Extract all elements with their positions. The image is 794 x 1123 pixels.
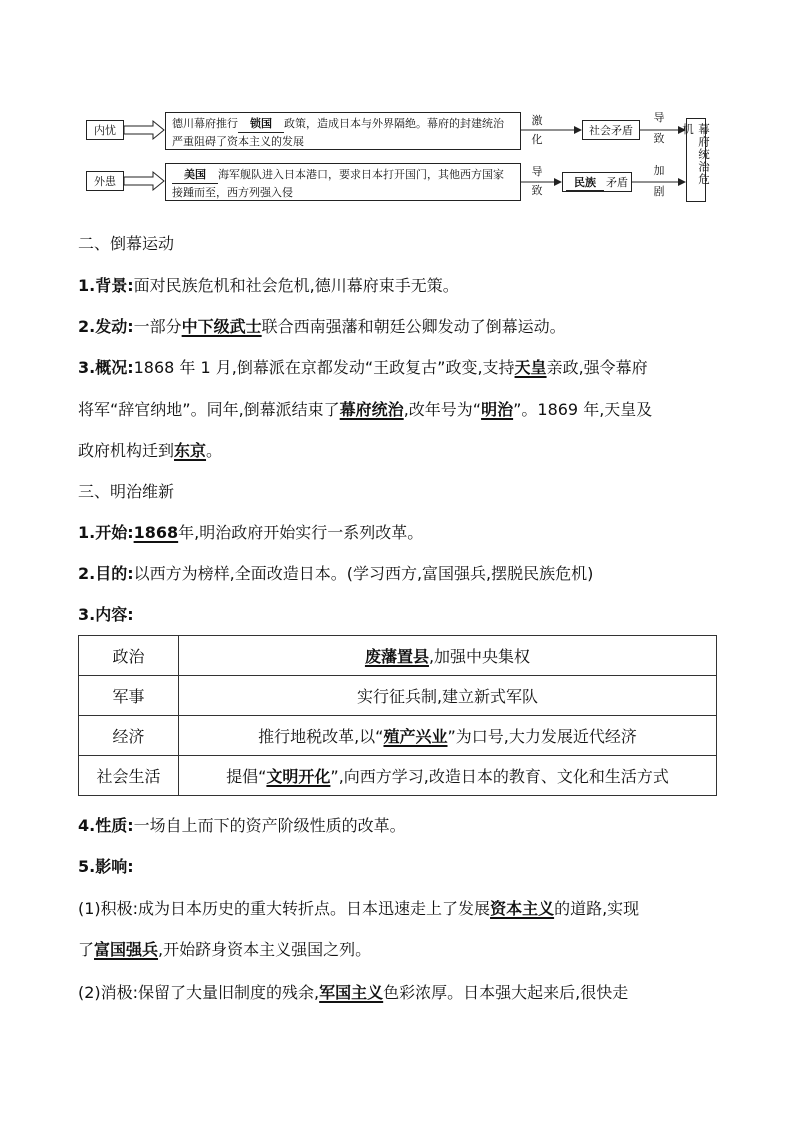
key-term: 东京 <box>174 441 207 460</box>
arrow-label-lead: 导 致 <box>531 165 543 197</box>
key-term: 殖产兴业 <box>383 727 448 746</box>
impact-positive-line1: (1)积极:成为日本历史的重大转折点。日本迅速走上了发展资本主义的道路,实现 <box>78 899 640 918</box>
paragraph-background: 1.背景:面对民族危机和社会危机,德川幕府束手无策。 <box>78 276 459 295</box>
paragraph-launch: 2.发动:一部分中下级武士联合西南强藩和朝廷公卿发动了倒幕运动。 <box>78 317 566 336</box>
impact-positive-line2: 了富国强兵,开始跻身资本主义强国之列。 <box>78 940 372 959</box>
western-invasion-box: 美国 海军舰队进入日本港口，要求日本打开国门，其他西方国家 接踵而至，西方列强入侵 <box>165 163 521 201</box>
section-heading: 二、倒幕运动 <box>78 234 175 253</box>
arrow-label-intensify: 激 化 <box>531 114 543 146</box>
outer-trouble-box: 外患 <box>86 171 124 191</box>
paragraph-nature: 4.性质:一场自上而下的资产阶级性质的改革。 <box>78 816 406 835</box>
table-row <box>79 676 717 716</box>
seclusion-policy-box: 德川幕府推行 锁国 政策，造成日本与外界隔绝。幕府的封建统治 严重阻碍了资本主义的发展 <box>165 112 521 150</box>
paragraph-overview-line1: 3.概况:1868 年 1 月,倒幕派在京都发动“王政复古”政变,支持天皇亲政,强令幕府 <box>78 358 648 377</box>
arrow-head-icon <box>554 178 562 186</box>
table-row <box>79 756 717 796</box>
table-category: 政治 <box>79 636 179 676</box>
table-cell: 推行地税改革,以“殖产兴业”为口号,大力发展近代经济 <box>179 716 717 756</box>
arrow-label-aggravate: 加 剧 <box>653 164 665 198</box>
key-term: 1868 <box>133 523 179 542</box>
table-row <box>79 716 717 756</box>
key-term: 天皇 <box>514 358 547 377</box>
reform-content-table <box>78 635 717 796</box>
arrow-outer-icon <box>124 172 164 190</box>
paragraph-overview-line2: 将军“辞官纳地”。同年,倒幕派结束了幕府统治,改年号为“明治”。1869 年,天皇及 <box>78 400 653 419</box>
key-term: 中下级武士 <box>181 317 262 336</box>
table-cell: 废藩置县,加强中央集权 <box>179 636 717 676</box>
inner-trouble-box: 内忧 <box>86 120 124 140</box>
key-term: 废藩置县 <box>364 647 429 666</box>
paragraph-start: 1.开始:1868年,明治政府开始实行一系列改革。 <box>78 523 424 542</box>
impact-negative-line1: (2)消极:保留了大量旧制度的残余,军国主义色彩浓厚。日本强大起来后,很快走 <box>78 983 629 1002</box>
paragraph-content: 3.内容: <box>78 605 134 624</box>
key-term: 文明开化 <box>266 767 331 786</box>
blank-fill: 民族 <box>566 174 604 191</box>
blank-fill: 美国 <box>172 166 218 184</box>
table-row <box>79 636 717 676</box>
table-category: 社会生活 <box>79 756 179 796</box>
table-category: 经济 <box>79 716 179 756</box>
section-heading: 三、明治维新 <box>78 482 175 501</box>
table-cell: 实行征兵制,建立新式军队 <box>179 676 717 716</box>
shogunate-crisis-box: 幕府统治危机 <box>686 118 706 202</box>
key-term: 幕府统治 <box>339 400 404 419</box>
table-cell: 提倡“文明开化”,向西方学习,改造日本的教育、文化和生活方式 <box>179 756 717 796</box>
arrow-head-icon <box>574 126 582 134</box>
table-category: 军事 <box>79 676 179 716</box>
key-term: 富国强兵 <box>94 940 159 959</box>
key-term: 资本主义 <box>490 899 555 918</box>
arrow-inner-icon <box>124 121 164 139</box>
key-term: 军国主义 <box>319 983 384 1002</box>
social-conflict-box: 社会矛盾 <box>582 120 640 140</box>
arrow-label-cause: 导 致 <box>653 111 665 145</box>
paragraph-purpose: 2.目的:以西方为榜样,全面改造日本。(学习西方,富国强兵,摆脱民族危机) <box>78 564 594 583</box>
national-conflict-box: 民族 矛盾 <box>562 172 632 192</box>
blank-fill: 锁国 <box>238 115 284 133</box>
key-term: 明治 <box>481 400 514 419</box>
paragraph-overview-line3: 政府机构迁到东京。 <box>78 441 223 460</box>
paragraph-impact: 5.影响: <box>78 857 134 876</box>
